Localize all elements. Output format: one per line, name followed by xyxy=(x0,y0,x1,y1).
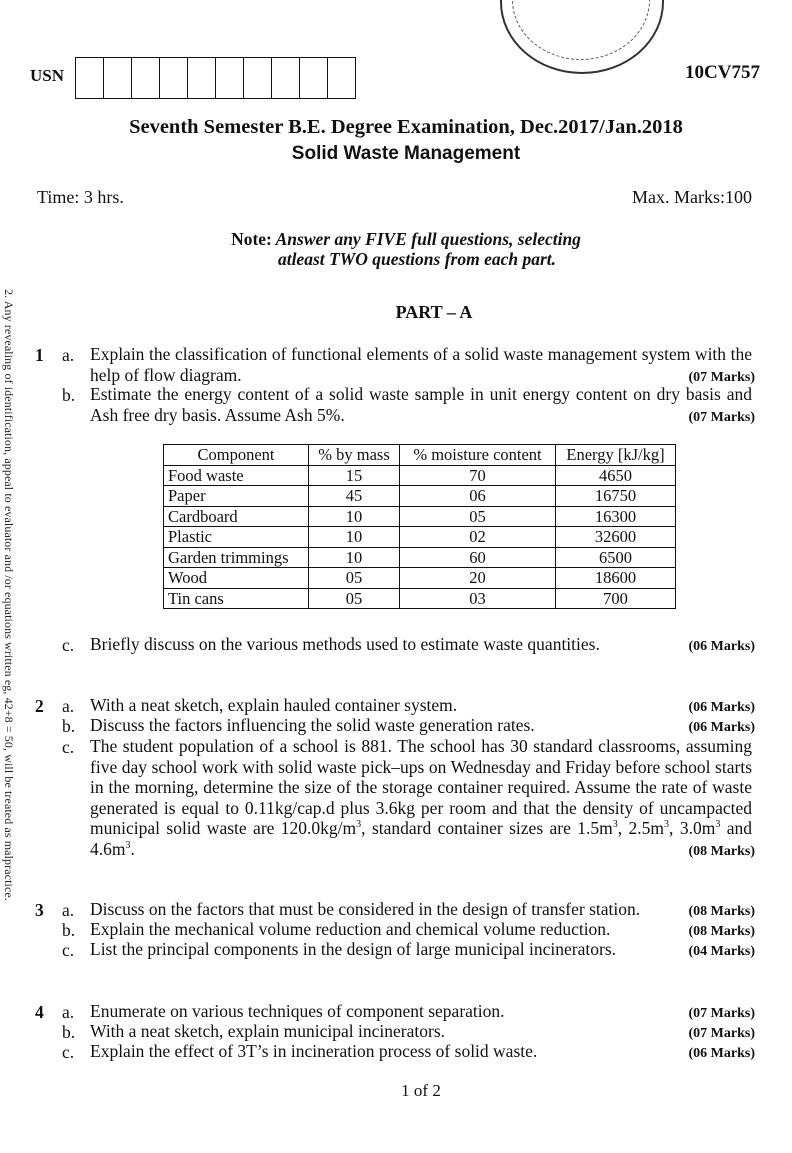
exam-duration: Time: 3 hrs. xyxy=(37,187,124,207)
marks: (07 Marks) xyxy=(688,1026,755,1041)
question-text: , 2.5m xyxy=(617,818,665,838)
page-number: 1 of 2 xyxy=(401,1081,441,1100)
exam-title: Seventh Semester B.E. Degree Examination, Dec.2017/Jan.2018 xyxy=(129,116,683,138)
table-cell: 700 xyxy=(556,588,676,609)
question-text: With a neat sketch, explain hauled container system. xyxy=(90,695,458,715)
table-cell: 16300 xyxy=(556,506,676,527)
subject-code: 10CV757 xyxy=(685,62,760,83)
table-cell: 18600 xyxy=(556,568,676,589)
table-cell: 60 xyxy=(400,547,556,568)
table-cell: 05 xyxy=(309,568,400,589)
subject-title: Solid Waste Management xyxy=(291,143,521,164)
question-text: Estimate the energy content of a solid waste sample in unit energy content on dry basis and Ash free dry basis. Assume Ash 5%. xyxy=(90,384,752,425)
table-cell: 05 xyxy=(400,506,556,527)
subpart-label: a. xyxy=(62,1002,75,1022)
usn-label: USN xyxy=(30,66,65,85)
question-1a xyxy=(90,344,755,388)
table-cell: Plastic xyxy=(164,527,309,548)
table-cell: 16750 xyxy=(556,486,676,507)
marks: (08 Marks) xyxy=(688,924,755,939)
table-cell: Food waste xyxy=(164,465,309,486)
table-cell: Paper xyxy=(164,486,309,507)
table-cell: 05 xyxy=(309,588,400,609)
note-label: Note: xyxy=(231,229,272,249)
instructions-note xyxy=(0,229,792,250)
column-header: % by mass xyxy=(309,445,400,466)
question-text: With a neat sketch, explain municipal incinerators. xyxy=(90,1021,446,1041)
marks: (07 Marks) xyxy=(688,409,755,425)
subpart-label: a. xyxy=(62,900,75,920)
table-cell: 15 xyxy=(309,465,400,486)
usn-cell xyxy=(328,58,355,98)
question-number: 2 xyxy=(35,696,44,716)
table-cell: Cardboard xyxy=(164,506,309,527)
question-text: The student population of a school is 881. The school has 30 standard classrooms, assuming five day school work with solid waste pick–ups on Wednesday and Friday before school starts in the morning, determine the size of the storage container required. Assume the rate of waste generated is equal to 0.11kg/cap.d plus 3.6kg per room and that the density of uncampacted municipal solid waste are 120.0kg/m xyxy=(90,736,752,838)
table-cell: Garden trimmings xyxy=(164,547,309,568)
table-cell: 70 xyxy=(400,465,556,486)
table-header-row xyxy=(164,445,676,466)
table-cell: 10 xyxy=(309,547,400,568)
table-row xyxy=(164,506,676,527)
question-text: and 4.6m xyxy=(90,818,752,859)
table-cell: 02 xyxy=(400,527,556,548)
usn-cell xyxy=(104,58,132,98)
usn-cell xyxy=(300,58,328,98)
marks: (08 Marks) xyxy=(688,904,755,919)
question-text: Briefly discuss on the various methods used to estimate waste quantities. xyxy=(90,634,600,654)
margin-malpractice-note: 2. Any revealing of identification, appeal to evaluator and /or equations written eg, 42+8 = 50, will be treated as malpractice. xyxy=(2,289,16,901)
question-text: Explain the classification of functional elements of a solid waste management system with the help of flow diagram. xyxy=(90,344,752,385)
superscript: 3 xyxy=(715,819,721,831)
question-text: Discuss the factors influencing the solid waste generation rates. xyxy=(90,715,535,735)
superscript: 3 xyxy=(125,839,131,851)
superscript: 3 xyxy=(356,819,362,831)
table-cell: 10 xyxy=(309,527,400,548)
question-4c xyxy=(90,1041,755,1065)
subpart-label: b. xyxy=(62,1022,76,1042)
marks: (06 Marks) xyxy=(688,720,755,735)
column-header: Energy [kJ/kg] xyxy=(556,445,676,466)
marks: (07 Marks) xyxy=(688,1006,755,1021)
marks: (06 Marks) xyxy=(688,639,755,654)
subpart-label: a. xyxy=(62,345,75,365)
subpart-label: c. xyxy=(62,635,75,655)
question-2c xyxy=(90,736,755,862)
table-cell: 4650 xyxy=(556,465,676,486)
table-cell: 6500 xyxy=(556,547,676,568)
table-row xyxy=(164,547,676,568)
question-text: List the principal components in the design of large municipal incinerators. xyxy=(90,939,616,959)
table-cell: 20 xyxy=(400,568,556,589)
question-text: , standard container sizes are 1.5m xyxy=(361,818,613,838)
question-text: Enumerate on various techniques of component separation. xyxy=(90,1001,505,1021)
column-header: Component xyxy=(164,445,309,466)
question-number: 4 xyxy=(35,1002,44,1022)
table-cell: 06 xyxy=(400,486,556,507)
marks: (08 Marks) xyxy=(688,843,755,859)
table-cell: Wood xyxy=(164,568,309,589)
usn-cell xyxy=(188,58,216,98)
superscript: 3 xyxy=(612,819,618,831)
subpart-label: b. xyxy=(62,716,76,736)
question-1c xyxy=(90,634,755,658)
question-number: 3 xyxy=(35,900,44,920)
part-a-heading: PART – A xyxy=(395,302,473,322)
usn-cell xyxy=(272,58,300,98)
question-2b xyxy=(90,715,755,739)
table-cell: Tin cans xyxy=(164,588,309,609)
marks: (06 Marks) xyxy=(688,700,755,715)
usn-cell xyxy=(244,58,272,98)
column-header: % moisture content xyxy=(400,445,556,466)
question-3c xyxy=(90,939,755,963)
question-text: Explain the mechanical volume reduction and chemical volume reduction. xyxy=(90,919,611,939)
usn-cell xyxy=(216,58,244,98)
usn-cell xyxy=(132,58,160,98)
question-text: Explain the effect of 3T’s in incineration process of solid waste. xyxy=(90,1041,538,1061)
subpart-label: a. xyxy=(62,696,75,716)
subpart-label: c. xyxy=(62,1042,75,1062)
table-row xyxy=(164,527,676,548)
subpart-label: b. xyxy=(62,920,76,940)
marks: (06 Marks) xyxy=(688,1046,755,1061)
table-cell: 10 xyxy=(309,506,400,527)
table-cell: 03 xyxy=(400,588,556,609)
question-1b xyxy=(90,384,755,428)
usn-cell xyxy=(76,58,104,98)
usn-input-boxes xyxy=(75,57,356,99)
marks: (04 Marks) xyxy=(688,944,755,959)
table-row xyxy=(164,465,676,486)
waste-composition-table xyxy=(163,444,676,609)
question-text: , 3.0m xyxy=(669,818,716,838)
table-row xyxy=(164,486,676,507)
marks: (07 Marks) xyxy=(688,369,755,385)
superscript: 3 xyxy=(664,819,670,831)
table-cell: 32600 xyxy=(556,527,676,548)
usn-cell xyxy=(160,58,188,98)
subpart-label: c. xyxy=(62,940,75,960)
question-text: Discuss on the factors that must be considered in the design of transfer station. xyxy=(90,899,641,919)
subpart-label: c. xyxy=(62,737,75,757)
note-text-line1: Answer any FIVE full questions, selecting xyxy=(271,229,581,249)
table-row xyxy=(164,568,676,589)
question-number: 1 xyxy=(35,345,44,365)
note-text-line2: atleast TWO questions from each part. xyxy=(277,249,557,269)
table-row xyxy=(164,588,676,609)
max-marks: Max. Marks:100 xyxy=(632,187,752,207)
subpart-label: b. xyxy=(62,385,76,405)
question-text: . xyxy=(130,838,135,859)
table-cell: 45 xyxy=(309,486,400,507)
